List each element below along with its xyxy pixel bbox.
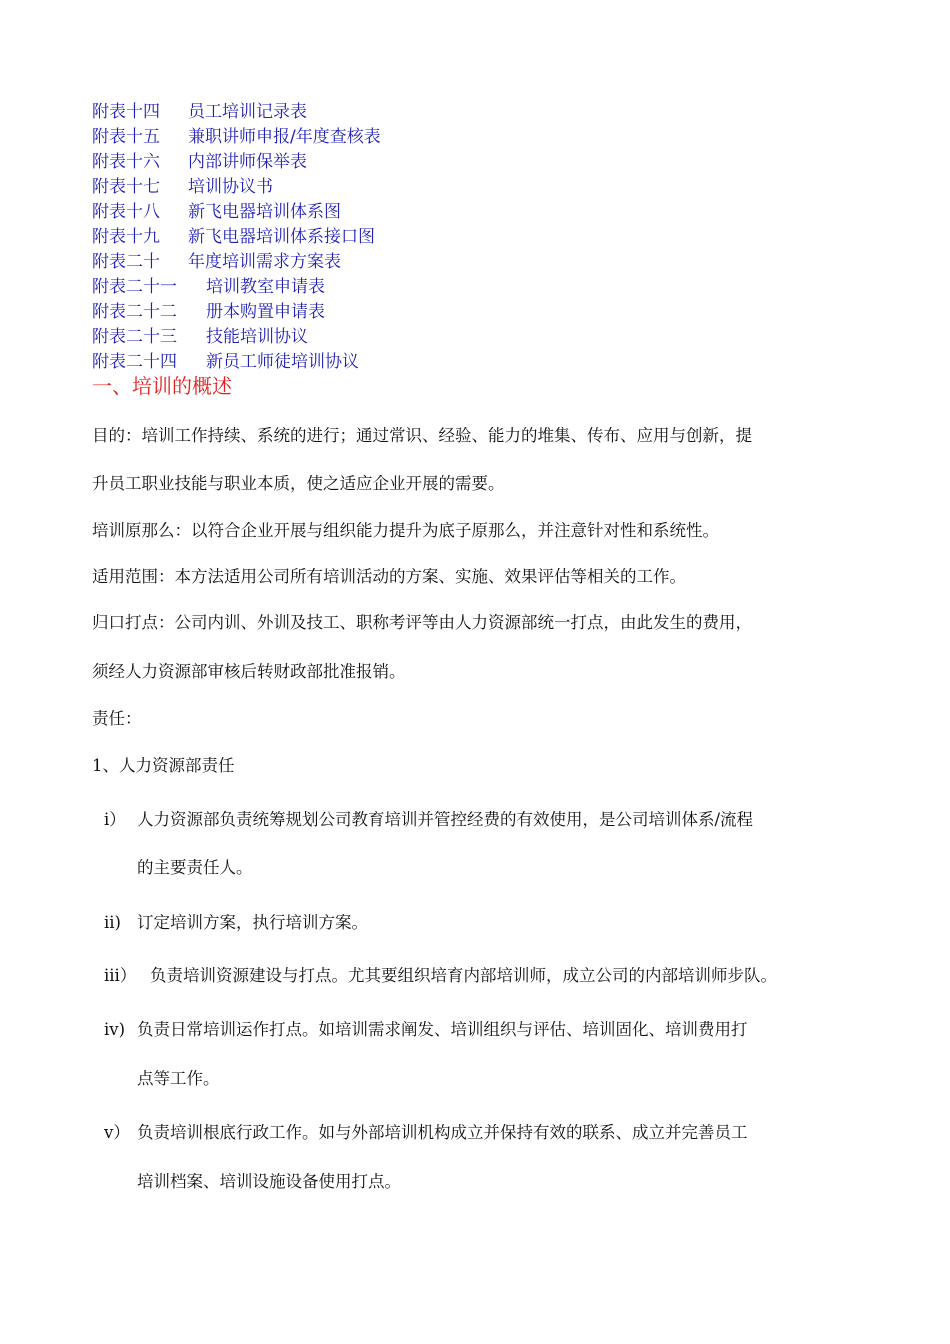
appendix-link-18[interactable]: [92, 200, 852, 225]
appendix-title: 兼职讲师申报/年度查核表: [188, 127, 381, 147]
appendix-link-19[interactable]: [92, 225, 852, 250]
duty-marker: ii): [104, 913, 121, 932]
duty-marker: i）: [104, 810, 126, 829]
hr-responsibility-heading: 1、人力资源部责任: [92, 756, 235, 775]
duty-text-line-1: 订定培训方案，执行培训方案。: [137, 913, 368, 932]
appendix-number: 附表十八: [92, 202, 160, 222]
appendix-number: 附表二十二: [92, 302, 177, 322]
appendix-number: 附表十四: [92, 102, 160, 122]
appendix-title: 培训教室申请表: [206, 277, 325, 297]
appendix-number: 附表二十三: [92, 327, 177, 347]
appendix-title: 新员工师徒培训协议: [206, 352, 359, 372]
appendix-link-20[interactable]: [92, 250, 852, 275]
appendix-link-22[interactable]: [92, 300, 852, 325]
section-heading: 一、培训的概述: [92, 374, 232, 398]
appendix-link-16[interactable]: [92, 150, 852, 175]
appendix-number: 附表二十: [92, 252, 160, 272]
admin-paragraph-line-2: 须经人力资源部审核后转财政部批准报销。: [92, 662, 406, 681]
duty-text-line-1: 人力资源部负责统筹规划公司教育培训并管控经费的有效使用，是公司培训体系/流程: [137, 810, 754, 829]
purpose-paragraph-line-2: 升员工职业技能与职业本质，使之适应企业开展的需要。: [92, 474, 505, 493]
duty-marker: iii）: [104, 966, 137, 985]
appendix-link-23[interactable]: [92, 325, 852, 350]
admin-paragraph-line-1: 归口打点：公司内训、外训及技工、职称考评等由人力资源部统一打点，由此发生的费用，: [92, 613, 752, 632]
principle-paragraph: 培训原那么：以符合企业开展与组织能力提升为底子原那么，并注意针对性和系统性。: [92, 521, 719, 540]
appendix-number: 附表十六: [92, 152, 160, 172]
appendix-title: 册本购置申请表: [206, 302, 325, 322]
appendix-title: 新飞电器培训体系图: [188, 202, 341, 222]
appendix-title: 培训协议书: [188, 177, 273, 197]
appendix-number: 附表十五: [92, 127, 160, 147]
duty-text-line-2: 点等工作。: [137, 1069, 220, 1088]
appendix-title: 新飞电器培训体系接口图: [188, 227, 375, 247]
duty-marker: v）: [104, 1123, 130, 1142]
responsibility-label: 责任：: [92, 709, 142, 728]
purpose-paragraph-line-1: 目的：培训工作持续、系统的进行；通过常识、经验、能力的堆集、传布、应用与创新，提: [92, 426, 752, 445]
scope-paragraph: 适用范围：本方法适用公司所有培训活动的方案、实施、效果评估等相关的工作。: [92, 567, 686, 586]
appendix-link-17[interactable]: [92, 175, 852, 200]
appendix-link-14[interactable]: [92, 100, 852, 125]
appendix-number: 附表二十一: [92, 277, 177, 297]
appendix-link-21[interactable]: [92, 275, 852, 300]
appendix-number: 附表十七: [92, 177, 160, 197]
appendix-list: [92, 100, 852, 375]
appendix-title: 内部讲师保举表: [188, 152, 307, 172]
appendix-link-15[interactable]: [92, 125, 852, 150]
duty-text-line-1: 负责日常培训运作打点。如培训需求阐发、培训组织与评估、培训固化、培训费用打: [137, 1020, 748, 1039]
duty-text-line-2: 的主要责任人。: [137, 858, 253, 877]
duty-text-line-2: 培训档案、培训设施设备使用打点。: [137, 1172, 401, 1191]
duty-marker: iv): [104, 1020, 126, 1039]
appendix-number: 附表十九: [92, 227, 160, 247]
appendix-title: 技能培训协议: [206, 327, 308, 347]
appendix-title: 员工培训记录表: [188, 102, 307, 122]
duty-text-line-1: 负责培训资源建设与打点。尤其要组织培育内部培训师，成立公司的内部培训师步队。: [150, 966, 777, 985]
appendix-number: 附表二十四: [92, 352, 177, 372]
appendix-title: 年度培训需求方案表: [188, 252, 341, 272]
duty-text-line-1: 负责培训根底行政工作。如与外部培训机构成立并保持有效的联系、成立并完善员工: [137, 1123, 748, 1142]
